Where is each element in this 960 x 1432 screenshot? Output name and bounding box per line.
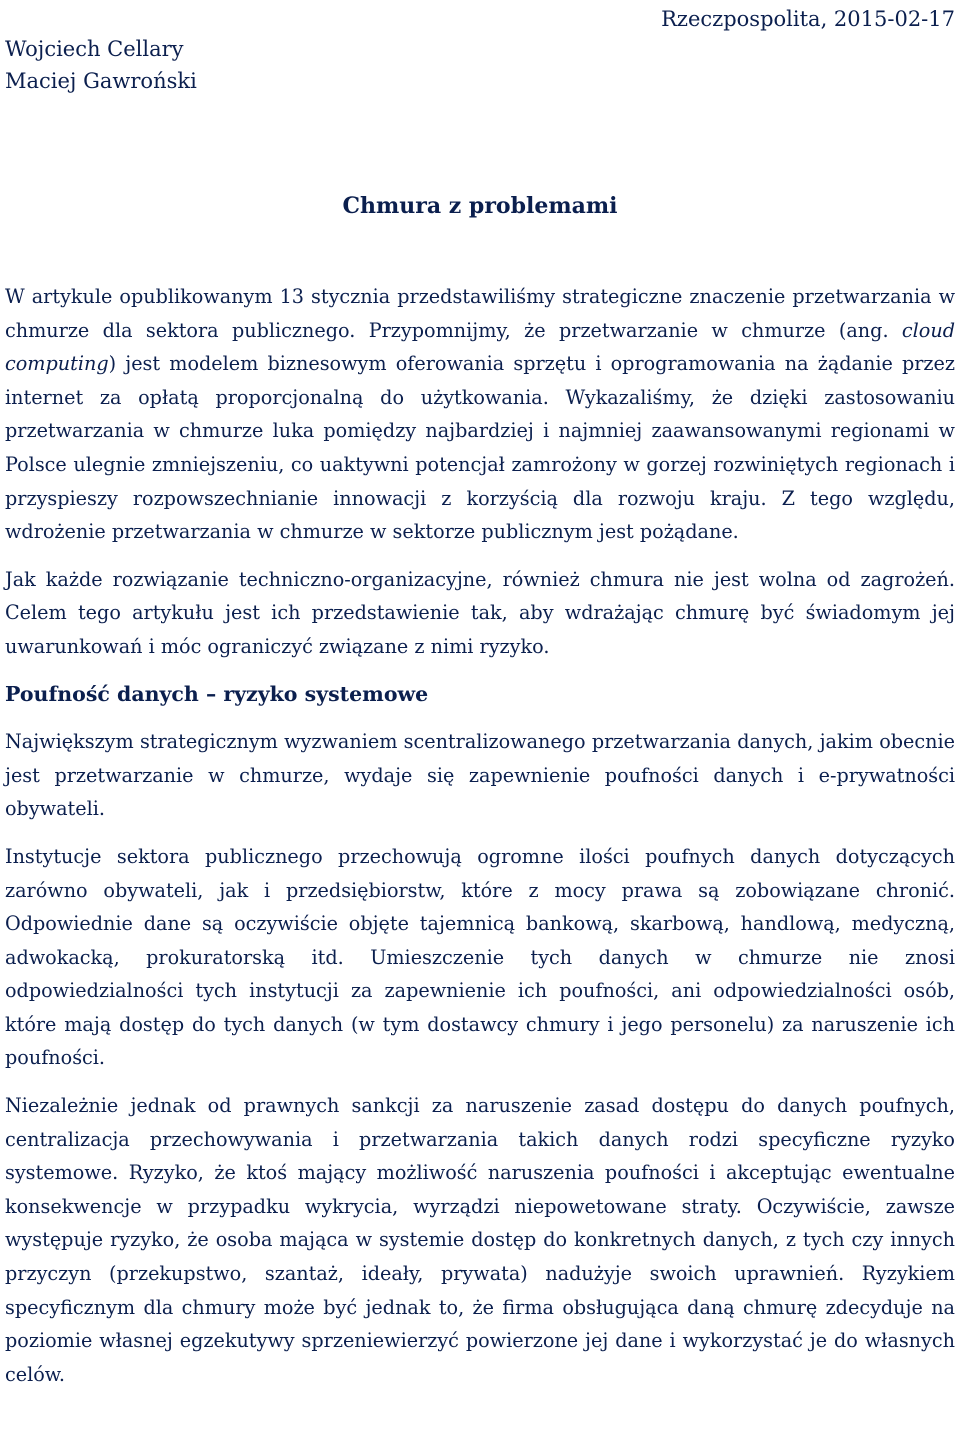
section-heading: Poufność danych – ryzyko systemowe: [5, 681, 429, 706]
author-name: Wojciech Cellary: [5, 37, 184, 61]
intro-italic-term: cloud computing: [5, 318, 955, 376]
author-name: Maciej Gawroński: [5, 69, 197, 93]
article-title: Chmura z problemami: [342, 193, 618, 219]
intro-text-2: ) jest modelem biznesowym oferowania sprzętu i oprogramowania na żądanie przez internet za opłatą proporcjonalną do użytkowania. Wykazaliśmy, że dzięki zastosowaniu przetwarzania w chmurze luka pomiędzy najbardziej i najmniej zaawansowanymi regionami w Polsce ulegnie zmniejszeniu, co uaktywni potencjał zamrożony w gorzej rozwiniętych regionach i przyspieszy rozpowszechnianie innowacji z korzyścią dla rozwoju kraju. Z tego względu, wdrożenie przetwarzania w chmurze w sektorze publicznym jest pożądane.: [5, 352, 955, 544]
document-header: [5, 0, 955, 110]
section-paragraph-2: Instytucje sektora publicznego przechowują ogromne ilości poufnych danych dotyczących zarówno obywateli, jak i przedsiębiorstw, które z mocy prawa są zobowiązane chronić. Odpowiednie dane są oczywiście objęte tajemnicą bankową, skarbową, handlową, medyczną, adwokacką, prokuratorską itd. Umieszczenie tych danych w chmurze nie znosi odpowiedzialności tych instytucji za zapewnienie ich poufności, ani odpowiedzialności osób, które mają dostęp do tych danych (w tym dostawcy chmury i jego personelu) za naruszenie ich poufności.: [5, 844, 955, 1070]
section-paragraph-1: Największym strategicznym wyzwaniem scentralizowanego przetwarzania danych, jakim obecnie jest przetwarzanie w chmurze, wydaje się zapewnienie poufności danych i e-prywatności obywateli.: [5, 730, 955, 821]
publication-info: Rzeczpospolita, 2015-02-17: [661, 7, 955, 31]
intro-paragraph-1: [5, 280, 955, 549]
article-body: [5, 280, 955, 1391]
document-page: [5, 0, 955, 1386]
authors-block: [5, 33, 197, 97]
intro-text-1: W artykule opublikowanym 13 stycznia przedstawiliśmy strategiczne znaczenie przetwarzania w chmurze dla sektora publicznego. Przypomnijmy, że przetwarzanie w chmurze (ang.: [5, 285, 955, 342]
intro-paragraph-2: Jak każde rozwiązanie techniczno-organizacyjne, również chmura nie jest wolna od zagrożeń. Celem tego artykułu jest ich przedstawienie tak, aby wdrażając chmurę być świadomym jej uwarunkowań i móc ograniczyć związane z nimi ryzyko.: [5, 567, 955, 658]
section-paragraph-3: Niezależnie jednak od prawnych sankcji za naruszenie zasad dostępu do danych poufnych, centralizacja przechowywania i przetwarzania takich danych rodzi specyficzne ryzyko systemowe. Ryzyko, że ktoś mający możliwość naruszenia poufności i akceptując ewentualne konsekwencje w przypadku wykrycia, wyrządzi niepowetowane straty. Oczywiście, zawsze występuje ryzyko, że osoba mająca w systemie dostęp do konkretnych danych, z tych czy innych przyczyn (przekupstwo, szantaż, ideały, prywata) nadużyje swoich uprawnień. Ryzykiem specyficznym dla chmury może być jednak to, że firma obsługująca daną chmurę zdecyduje na poziomie własnej egzekutywy sprzeniewierzyć powierzone jej dane i wykorzystać je do własnych celów.: [5, 1094, 955, 1386]
